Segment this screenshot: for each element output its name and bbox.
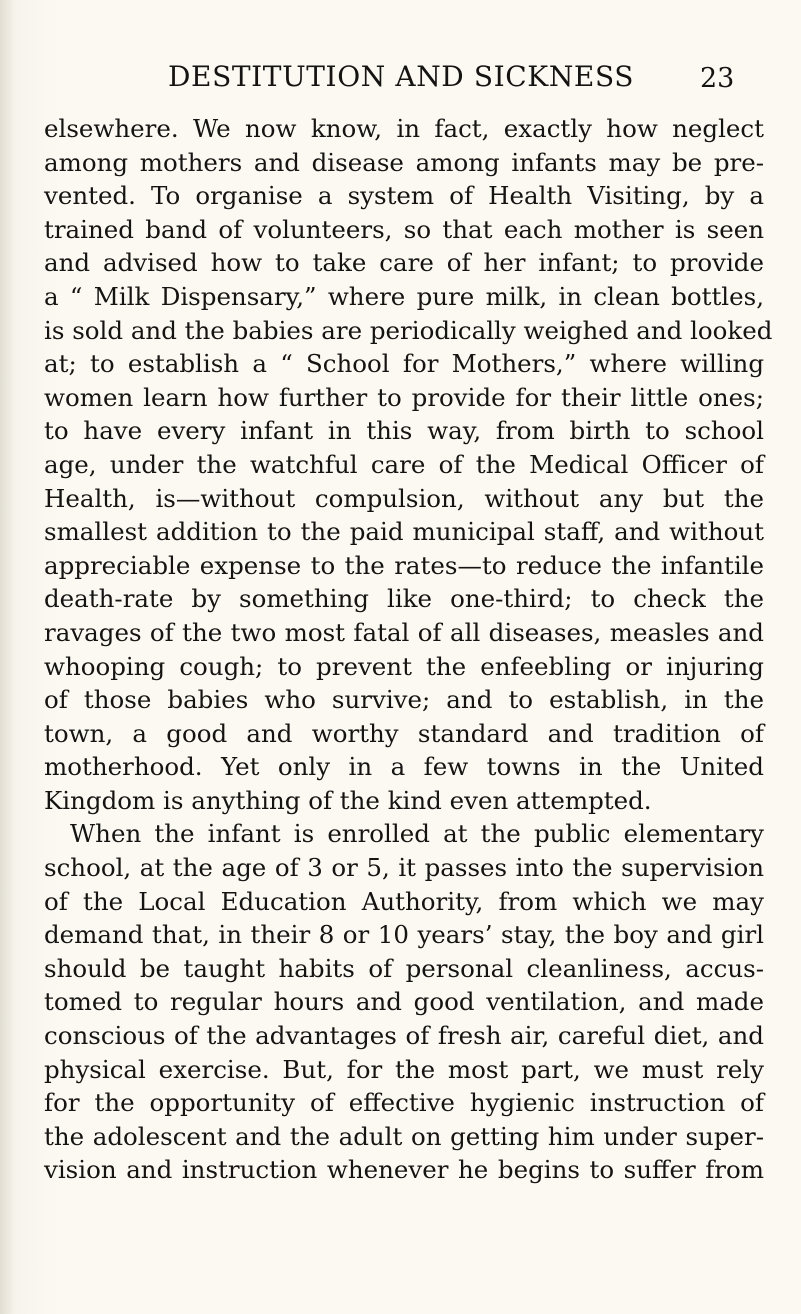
text-line: demand that, in their 8 or 10 years’ stay, the boy and girl [44, 920, 764, 950]
text-line: appreciable expense to the rates—to reduce the infantile [44, 550, 764, 580]
text-line: a “ Milk Dispensary,” where pure milk, in clean bottles, [44, 281, 764, 311]
text-line: the adolescent and the adult on getting him under super- [44, 1121, 764, 1151]
text-line: among mothers and disease among infants may be pre- [44, 147, 764, 177]
text-line: tomed to regular hours and good ventilation, and made [44, 987, 764, 1017]
body-text [44, 112, 773, 1187]
text-line: at; to establish a “ School for Mothers,” where willing [44, 349, 764, 379]
text-line: should be taught habits of personal cleanliness, accus- [44, 953, 764, 983]
text-line: death-rate by something like one-third; to check the [44, 584, 764, 614]
text-line: conscious of the advantages of fresh air, careful diet, and [44, 1021, 764, 1051]
text-line: When the infant is enrolled at the public elementary [70, 819, 764, 849]
text-line: smallest addition to the paid municipal staff, and without [44, 517, 764, 547]
text-line: ravages of the two most fatal of all diseases, measles and [44, 617, 764, 647]
paragraph-2 [44, 817, 764, 1187]
text-line: of the Local Education Authority, from which we may [44, 886, 764, 916]
text-line: trained band of volunteers, so that each mother is seen [44, 214, 764, 244]
text-line: elsewhere. We now know, in fact, exactly how neglect [44, 114, 764, 143]
text-line: Health, is—without compulsion, without any but the [44, 483, 764, 513]
text-line: age, under the watchful care of the Medical Officer of [44, 449, 764, 479]
text-line: whooping cough; to prevent the enfeebling or injuring [44, 651, 764, 681]
page-gutter-shadow [0, 0, 14, 1314]
text-line: vented. To organise a system of Health Visiting, by a [44, 181, 764, 211]
paragraph-1 [44, 112, 773, 817]
page-number: 23 [700, 63, 735, 94]
text-line: for the opportunity of effective hygienic instruction of [44, 1088, 764, 1118]
text-line: of those babies who survive; and to establish, in the [44, 685, 764, 715]
text-line: school, at the age of 3 or 5, it passes into the supervision [44, 853, 764, 883]
running-title: DESTITUTION AND SICKNESS [168, 60, 635, 93]
text-line: motherhood. Yet only in a few towns in the United [44, 752, 764, 782]
text-line: women learn how further to provide for their little ones; [44, 382, 764, 412]
text-line: vision and instruction whenever he begins to suffer from [44, 1155, 764, 1185]
text-line: and advised how to take care of her infant; to provide [44, 248, 764, 278]
text-line: physical exercise. But, for the most part, we must rely [44, 1054, 764, 1084]
text-line: town, a good and worthy standard and tradition of [44, 718, 764, 748]
text-line: Kingdom is anything of the kind even attempted. [44, 785, 652, 815]
text-line: to have every infant in this way, from birth to school [44, 416, 764, 446]
text-line: is sold and the babies are periodically weighed and looked [44, 315, 773, 345]
page-header [0, 60, 801, 100]
